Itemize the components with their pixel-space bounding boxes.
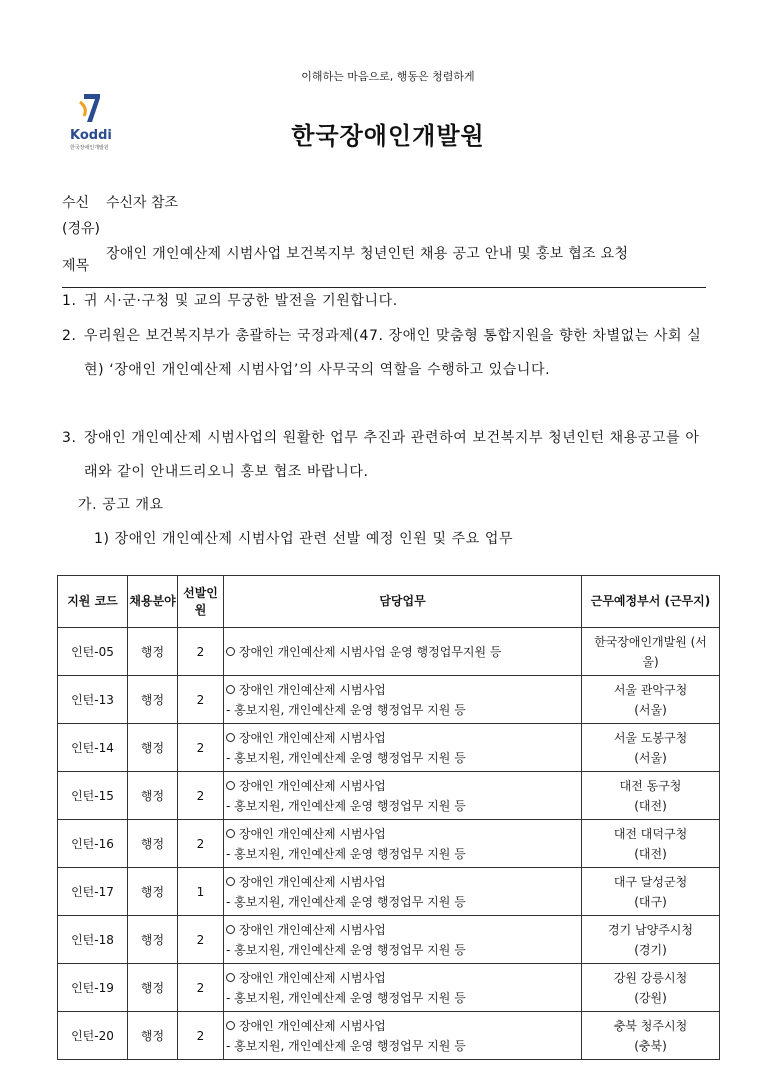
- dept-name: 경기 남양주시청: [608, 922, 693, 937]
- cell-count: 2: [178, 676, 224, 724]
- cell-code: 인턴-05: [58, 628, 128, 676]
- recipient-value: 수신자 참조: [106, 195, 179, 211]
- duty-detail: - 홍보지원, 개인예산제 운영 행정업무 지원 등: [226, 1038, 466, 1053]
- dept-region: 울): [642, 654, 659, 669]
- dept-region: (서울): [634, 750, 667, 765]
- duty-detail: - 홍보지원, 개인예산제 운영 행정업무 지원 등: [226, 942, 466, 957]
- cell-dept: [582, 964, 720, 1012]
- duty-main: 장애인 개인예산제 시범사업: [239, 778, 386, 793]
- cell-dept: [582, 868, 720, 916]
- subject-text: 장애인 개인예산제 시범사업 보건복지부 청년인턴 채용 공고 안내 및 홍보 협조 요청: [106, 246, 629, 262]
- circle-bullet-icon: [226, 733, 235, 742]
- cell-dept: [582, 820, 720, 868]
- organization-title: 한국장애인개발원: [291, 122, 485, 150]
- duty-main: 장애인 개인예산제 시범사업: [239, 1018, 386, 1033]
- cell-count: 2: [178, 724, 224, 772]
- dept-region: (강원): [634, 990, 667, 1005]
- duty-main: 장애인 개인예산제 시범사업: [239, 730, 386, 745]
- header-duty: 담당업무: [224, 576, 582, 628]
- duty-main: 장애인 개인예산제 시범사업: [239, 970, 386, 985]
- table-row: [58, 868, 720, 916]
- cell-field: 행정: [128, 1012, 178, 1060]
- table-row: [58, 1012, 720, 1060]
- circle-bullet-icon: [226, 925, 235, 934]
- via-line: (경유): [62, 221, 100, 237]
- section-1-heading: 1) 장애인 개인예산제 시범사업 관련 선발 예정 인원 및 주요 업무: [94, 531, 514, 547]
- circle-bullet-icon: [226, 877, 235, 886]
- cell-count: 2: [178, 1012, 224, 1060]
- header-field: 채용분야: [128, 576, 178, 628]
- recipient-line: [62, 192, 178, 212]
- cell-dept: [582, 1012, 720, 1060]
- dept-region: (충북): [634, 1038, 667, 1053]
- cell-count: 1: [178, 868, 224, 916]
- dept-name: 충북 청주시청: [613, 1018, 688, 1033]
- duty-detail: - 홍보지원, 개인예산제 운영 행정업무 지원 등: [226, 750, 466, 765]
- dept-name: 한국장애인개발원 (서: [594, 634, 707, 649]
- cell-dept: [582, 676, 720, 724]
- dept-name: 대전 동구청: [619, 778, 682, 793]
- header-count: 선발인원: [178, 576, 224, 628]
- cell-field: 행정: [128, 820, 178, 868]
- table-row: [58, 676, 720, 724]
- duty-detail: - 홍보지원, 개인예산제 운영 행정업무 지원 등: [226, 798, 466, 813]
- cell-code: 인턴-16: [58, 820, 128, 868]
- duty-detail: - 홍보지원, 개인예산제 운영 행정업무 지원 등: [226, 702, 466, 717]
- paragraph-1-text: 귀 시·군·구청 및 교의 무궁한 발전을 기원합니다.: [84, 293, 398, 309]
- table-header-row: [58, 576, 720, 628]
- table-row: [58, 820, 720, 868]
- paragraph-2-text: 우리원은 보건복지부가 총괄하는 국정과제(47. 장애인 맞춤형 통합지원을 향한 차별없는 사회 실현) ‘장애인 개인예산제 시범사업’의 사무국의 역할을 수행하고 있습니다.: [84, 328, 702, 378]
- duty-detail: - 홍보지원, 개인예산제 운영 행정업무 지원 등: [226, 894, 466, 909]
- cell-dept: [582, 772, 720, 820]
- dept-name: 대구 달성군청: [613, 874, 688, 889]
- recipient-label: 수신: [62, 195, 90, 211]
- cell-code: 인턴-13: [58, 676, 128, 724]
- table-row: [58, 916, 720, 964]
- cell-field: 행정: [128, 964, 178, 1012]
- duty-main: 장애인 개인예산제 시범사업: [239, 874, 386, 889]
- cell-field: 행정: [128, 772, 178, 820]
- logo-text: Koddi: [70, 128, 112, 143]
- paragraph-1-number: 1.: [62, 293, 77, 309]
- circle-bullet-icon: [226, 829, 235, 838]
- cell-count: 2: [178, 820, 224, 868]
- duty-main: 장애인 개인예산제 시범사업: [239, 826, 386, 841]
- cell-duty: [224, 916, 582, 964]
- table-row: [58, 964, 720, 1012]
- slogan: 이해하는 마음으로, 행동은 청렴하게: [301, 70, 475, 83]
- dept-region: (경기): [634, 942, 667, 957]
- circle-bullet-icon: [226, 685, 235, 694]
- cell-code: 인턴-19: [58, 964, 128, 1012]
- table-row: [58, 724, 720, 772]
- header-code: 지원 코드: [58, 576, 128, 628]
- cell-duty: [224, 724, 582, 772]
- cell-field: 행정: [128, 724, 178, 772]
- paragraph-3-number: 3.: [62, 430, 77, 446]
- cell-count: 2: [178, 628, 224, 676]
- dept-region: (서울): [634, 702, 667, 717]
- cell-dept: [582, 724, 720, 772]
- cell-duty: [224, 1012, 582, 1060]
- header-dept: 근무예정부서 (근무지): [582, 576, 720, 628]
- cell-count: 2: [178, 772, 224, 820]
- dept-name: 서울 도봉구청: [613, 730, 688, 745]
- dept-region: (대구): [634, 894, 667, 909]
- cell-field: 행정: [128, 868, 178, 916]
- dept-name: 강원 강릉시청: [613, 970, 688, 985]
- cell-dept: [582, 628, 720, 676]
- cell-duty: [224, 964, 582, 1012]
- cell-dept: [582, 916, 720, 964]
- cell-duty: [224, 820, 582, 868]
- cell-field: 행정: [128, 916, 178, 964]
- cell-field: 행정: [128, 676, 178, 724]
- cell-code: 인턴-15: [58, 772, 128, 820]
- cell-code: 인턴-20: [58, 1012, 128, 1060]
- subject-label: 제목: [62, 258, 90, 274]
- circle-bullet-icon: [226, 973, 235, 982]
- paragraph-3-text: 장애인 개인예산제 시범사업의 원활한 업무 추진과 관련하여 보건복지부 청년인턴 채용공고를 아래와 같이 안내드리오니 홍보 협조 바랍니다.: [84, 430, 700, 480]
- circle-bullet-icon: [226, 647, 235, 656]
- cell-duty: [224, 676, 582, 724]
- dept-name: 서울 관악구청: [613, 682, 688, 697]
- duty-main: 장애인 개인예산제 시범사업: [239, 922, 386, 937]
- duty-detail: - 홍보지원, 개인예산제 운영 행정업무 지원 등: [226, 990, 466, 1005]
- recruitment-table: [57, 575, 720, 1060]
- dept-name: 대전 대덕구청: [613, 826, 688, 841]
- cell-duty: [224, 772, 582, 820]
- duty-main: 장애인 개인예산제 시범사업 운영 행정업무지원 등: [239, 644, 502, 659]
- table-row: [58, 772, 720, 820]
- logo-subtext: 한국장애인개발원: [70, 145, 109, 151]
- cell-count: 2: [178, 964, 224, 1012]
- cell-code: 인턴-17: [58, 868, 128, 916]
- table-row: [58, 628, 720, 676]
- cell-code: 인턴-14: [58, 724, 128, 772]
- paragraph-2-number: 2.: [62, 328, 77, 344]
- duty-main: 장애인 개인예산제 시범사업: [239, 682, 386, 697]
- circle-bullet-icon: [226, 1021, 235, 1030]
- cell-duty: [224, 868, 582, 916]
- duty-detail: - 홍보지원, 개인예산제 운영 행정업무 지원 등: [226, 846, 466, 861]
- section-ga-heading: 가. 공고 개요: [78, 497, 164, 513]
- cell-count: 2: [178, 916, 224, 964]
- circle-bullet-icon: [226, 781, 235, 790]
- cell-field: 행정: [128, 628, 178, 676]
- dept-region: (대전): [634, 846, 667, 861]
- cell-code: 인턴-18: [58, 916, 128, 964]
- cell-duty: [224, 628, 582, 676]
- dept-region: (대전): [634, 798, 667, 813]
